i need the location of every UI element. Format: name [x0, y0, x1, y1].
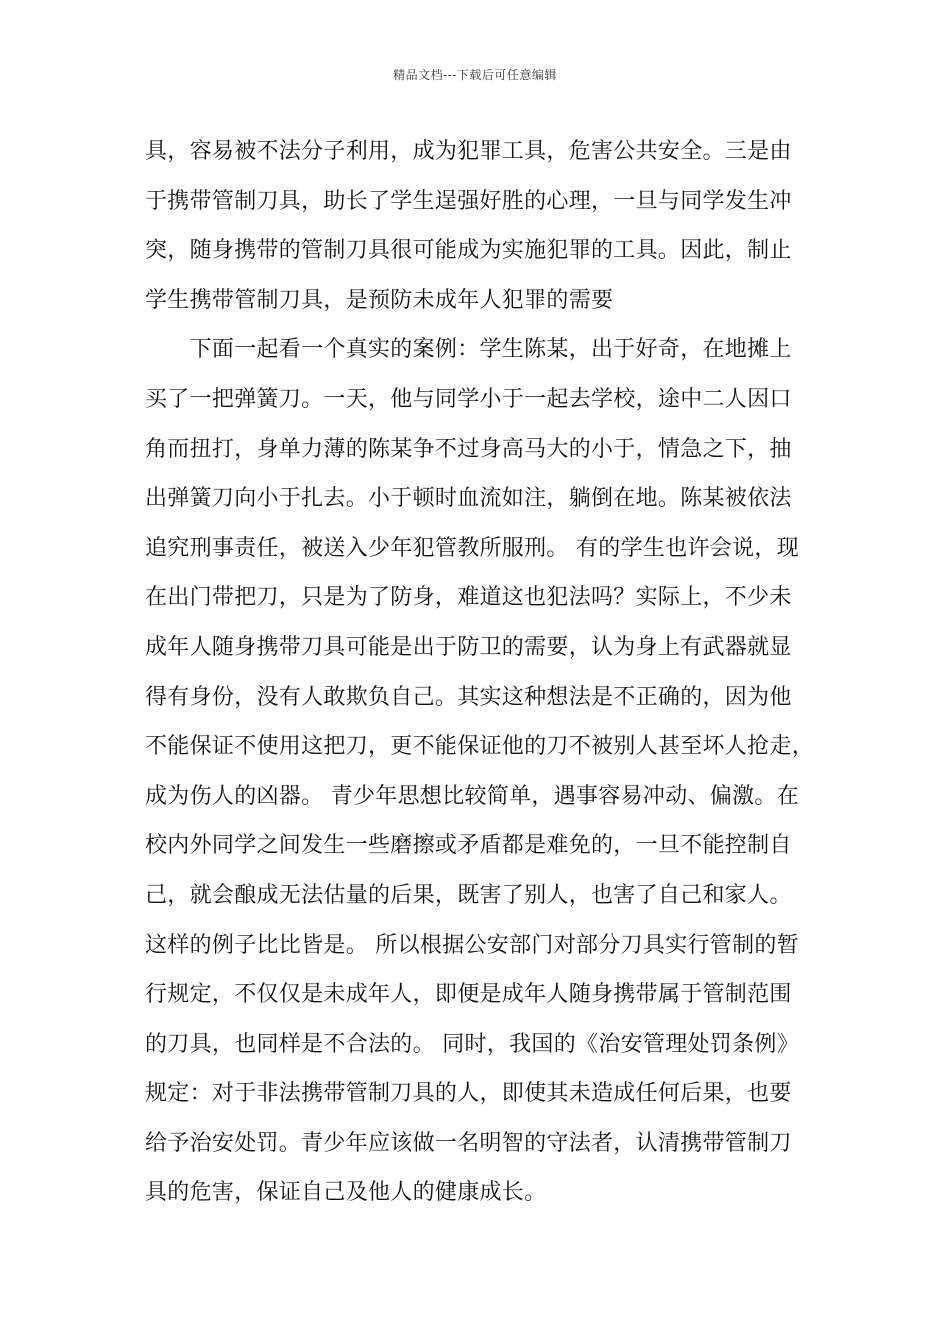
text-line: 买了一把弹簧刀。一天，他与同学小于一起去学校，途中二人因口	[145, 386, 792, 412]
text-line: 于携带管制刀具，助长了学生逞强好胜的心理，一旦与同学发生冲	[145, 188, 792, 214]
text-line: 规定：对于非法携带管制刀具的人，即使其未造成任何后果，也要	[145, 1081, 792, 1107]
text-line: 出弹簧刀向小于扎去。小于顿时血流如注，躺倒在地。陈某被依法	[145, 486, 792, 512]
text-line: 在出门带把刀，只是为了防身，难道这也犯法吗？实际上，不少未	[145, 585, 792, 611]
text-line: 给予治安处罚。青少年应该做一名明智的守法者，认清携带管制刀	[145, 1130, 792, 1156]
text-line: 具，容易被不法分子利用，成为犯罪工具，危害公共安全。三是由	[145, 139, 792, 164]
text-line: 的刀具，也同样是不合法的。 同时，我国的《治安管理处罚条例》	[145, 1031, 799, 1057]
text-line: 成为伤人的凶器。 青少年思想比较简单，遇事容易冲动、偏激。在	[145, 783, 799, 809]
text-line: 不能保证不使用这把刀，更不能保证他的刀不被别人甚至坏人抢走，	[145, 734, 815, 760]
text-line: 角而扭打，身单力薄的陈某争不过身高马大的小于，情急之下，抽	[145, 436, 792, 462]
page-header: 精品文档---下载后可任意编辑	[393, 68, 557, 82]
text-line: 学生携带管制刀具，是预防未成年人犯罪的需要	[145, 287, 614, 313]
text-line: 得有身份，没有人敢欺负自己。其实这种想法是不正确的，因为他	[145, 684, 792, 710]
text-line: 突，随身携带的管制刀具很可能成为实施犯罪的工具。因此，制止	[145, 238, 792, 264]
text-line: 己，就会酿成无法估量的后果，既害了别人，也害了自己和家人。	[145, 882, 792, 908]
document-body	[145, 127, 815, 1218]
text-line: 行规定，不仅仅是未成年人，即便是成年人随身携带属于管制范围	[145, 982, 792, 1008]
text-line: 具的危害，保证自己及他人的健康成长。	[145, 1180, 547, 1206]
text-line: 这样的例子比比皆是。 所以根据公安部门对部分刀具实行管制的暂	[145, 932, 799, 958]
text-line: 成年人随身携带刀具可能是出于防卫的需要，认为身上有武器就显	[145, 634, 792, 660]
text-line: 下面一起看一个真实的案例：学生陈某，出于好奇，在地摊上	[145, 337, 792, 363]
text-line: 追究刑事责任，被送入少年犯管教所服刑。 有的学生也许会说，现	[145, 535, 799, 561]
text-line: 校内外同学之间发生一些磨擦或矛盾都是难免的，一旦不能控制自	[145, 833, 792, 859]
